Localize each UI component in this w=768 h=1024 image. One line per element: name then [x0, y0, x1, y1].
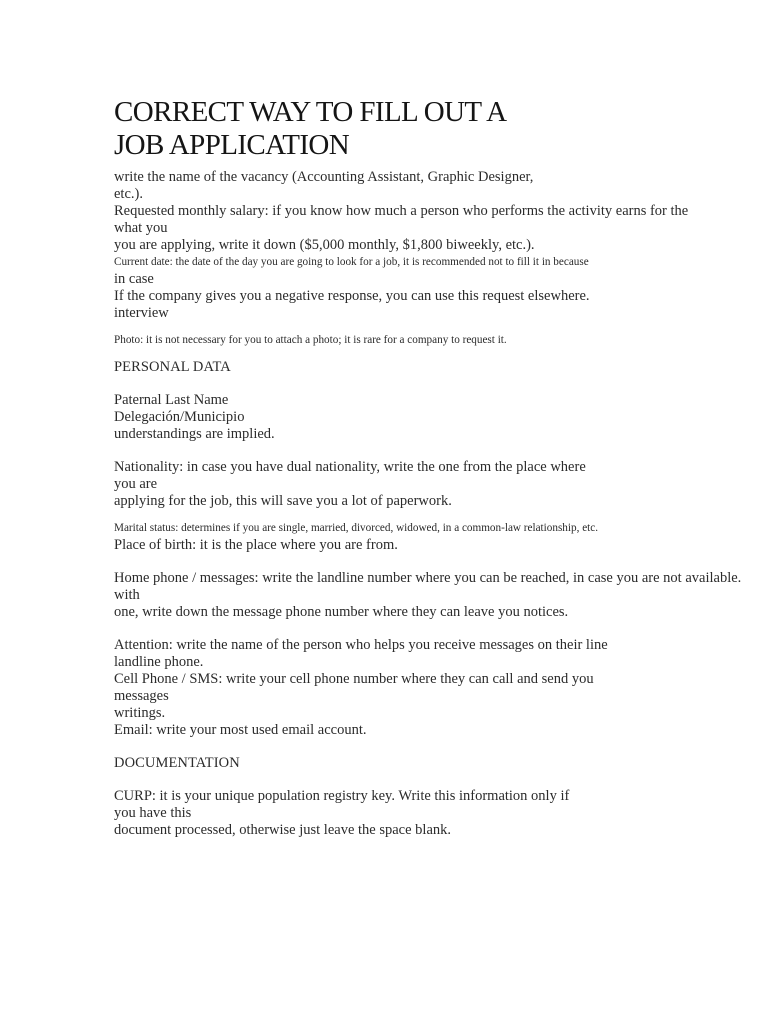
- intro-section: [114, 169, 714, 349]
- paragraph-line: interview: [114, 305, 169, 321]
- title-line-1: CORRECT WAY TO FILL OUT A: [114, 96, 507, 128]
- section-heading-personal-data: PERSONAL DATA: [114, 359, 231, 375]
- documentation-section: [114, 755, 714, 839]
- personal-data-section: [114, 359, 742, 739]
- paragraph-line: CURP: it is your unique population registry key. Write this information only if: [114, 788, 570, 804]
- paragraph-line: Paternal Last Name: [114, 392, 229, 408]
- paragraph-line: If the company gives you a negative response, you can use this request elsewhere.: [114, 288, 590, 304]
- document-page: [114, 96, 742, 839]
- paragraph-line: Current date: the date of the day you are going to look for a job, it is recommended not to fill it in because: [114, 256, 589, 268]
- paragraph-line: one, write down the message phone number where they can leave you notices.: [114, 604, 569, 620]
- paragraph-line: Attention: write the name of the person who helps you receive messages on their line: [114, 637, 608, 653]
- paragraph-line: Cell Phone / SMS: write your cell phone number where they can call and send you: [114, 671, 594, 687]
- title-line-2: JOB APPLICATION: [114, 129, 350, 161]
- paragraph-line: messages: [114, 688, 169, 704]
- paragraph-line: in case: [114, 271, 154, 287]
- paragraph-line: you are applying, write it down ($5,000 monthly, $1,800 biweekly, etc.).: [114, 237, 535, 253]
- paragraph-line: write the name of the vacancy (Accounting Assistant, Graphic Designer,: [114, 169, 534, 185]
- paragraph-line: writings.: [114, 705, 166, 721]
- paragraph-line: Home phone / messages: write the landline number where you can be reached, in case you are not available.: [114, 570, 742, 586]
- page-title: [114, 96, 714, 162]
- paragraph-line: Requested monthly salary: if you know how much a person who performs the activity earns for the: [114, 203, 689, 219]
- paragraph-line: understandings are implied.: [114, 426, 275, 442]
- paragraph-line: you are: [114, 476, 158, 492]
- paragraph-line: you have this: [114, 805, 192, 821]
- section-heading-documentation: DOCUMENTATION: [114, 755, 240, 771]
- paragraph-line: with: [114, 587, 140, 603]
- paragraph-line: applying for the job, this will save you a lot of paperwork.: [114, 493, 452, 509]
- paragraph-line: Place of birth: it is the place where you are from.: [114, 537, 398, 553]
- photo-note: Photo: it is not necessary for you to attach a photo; it is rare for a company to request it.: [114, 334, 507, 346]
- paragraph-line: Email: write your most used email account.: [114, 722, 367, 738]
- paragraph-line: etc.).: [114, 186, 143, 202]
- paragraph-line: document processed, otherwise just leave the space blank.: [114, 822, 452, 838]
- paragraph-line: Marital status: determines if you are single, married, divorced, widowed, in a common-law relationship, etc.: [114, 522, 599, 534]
- paragraph-line: Nationality: in case you have dual nationality, write the one from the place where: [114, 459, 586, 475]
- paragraph-line: Delegación/Municipio: [114, 409, 245, 425]
- paragraph-line: what you: [114, 220, 168, 236]
- paragraph-line: landline phone.: [114, 654, 204, 670]
